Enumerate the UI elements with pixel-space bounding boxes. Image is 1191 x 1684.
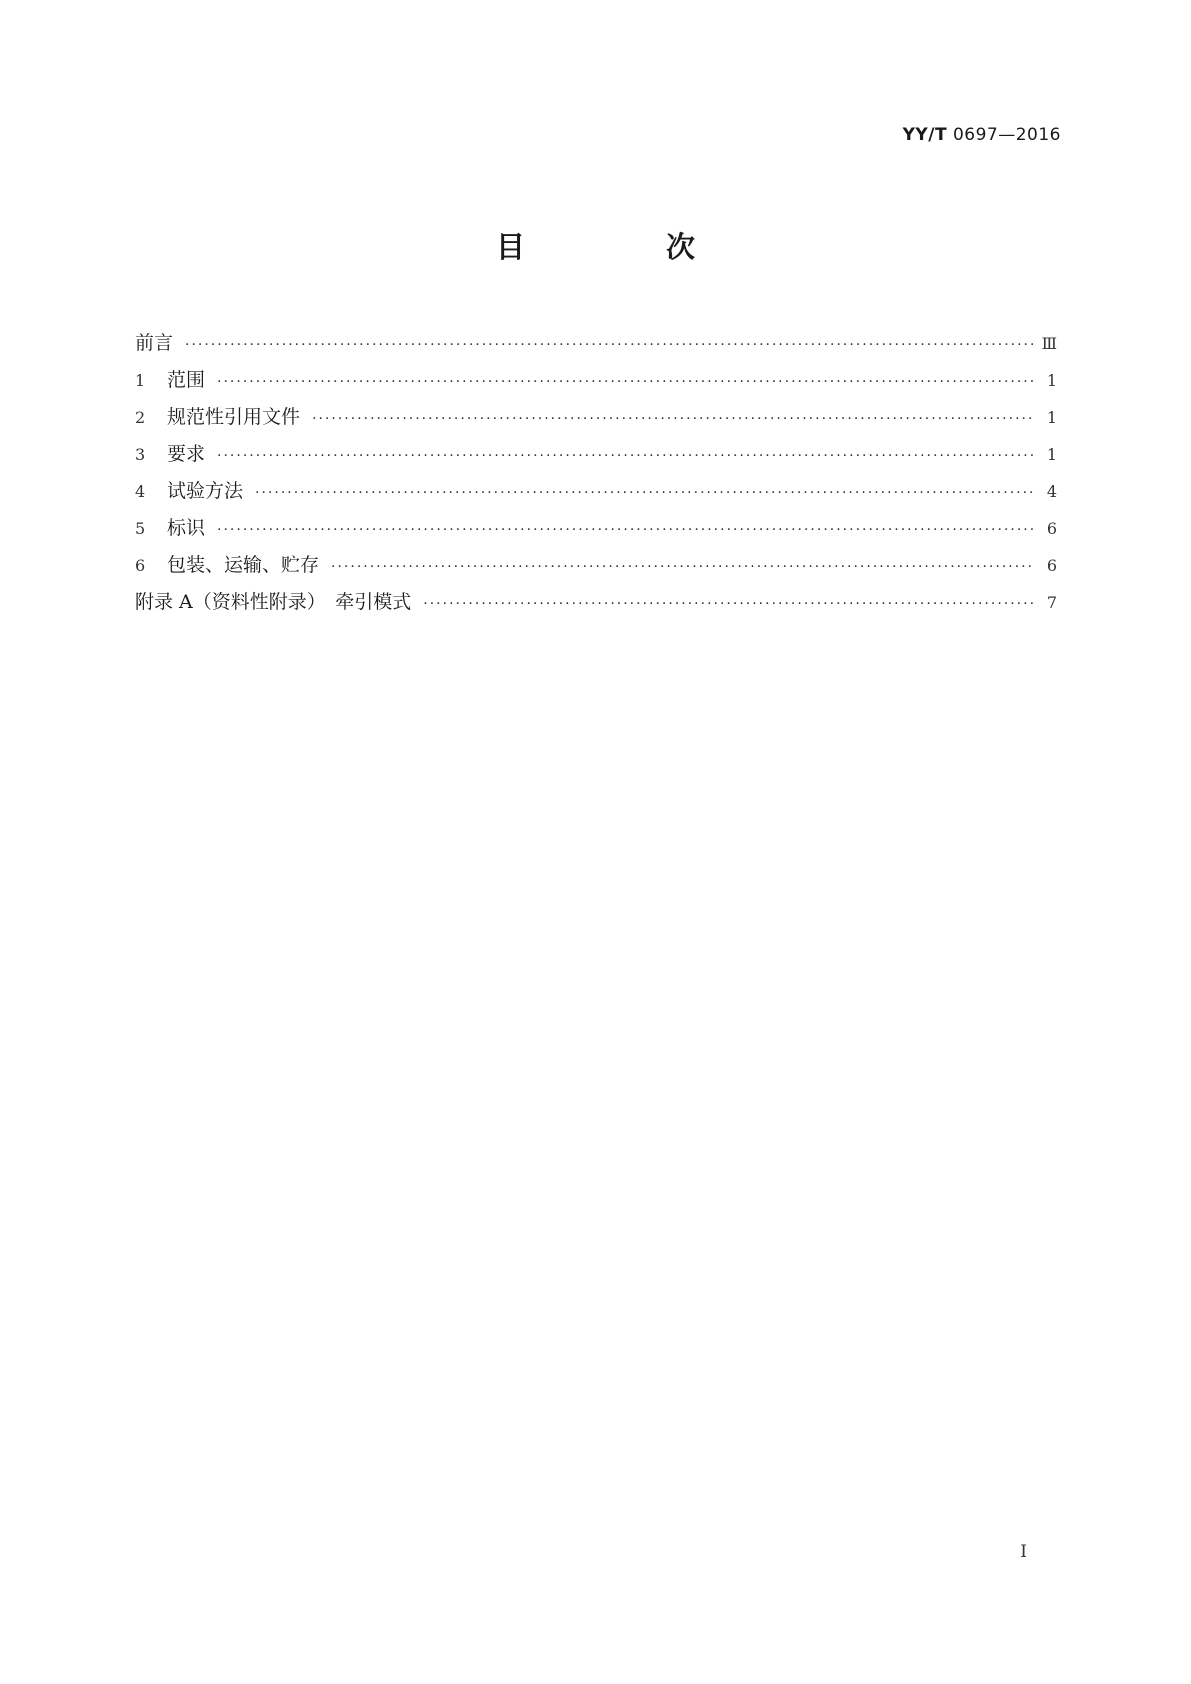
toc-entry-marking[interactable] [135,510,1057,547]
toc-entry-label: 试验方法 [167,480,244,502]
toc-entry-annex-a[interactable] [135,584,1057,621]
standard-code [903,125,1061,145]
toc-entry-number: 1 [135,371,146,390]
toc-leader-dots [423,586,1035,623]
standard-prefix: YY/T [902,125,948,145]
toc-entry-page: Ⅲ [1041,334,1057,353]
toc-entry-label: 附录 A（资料性附录） 牵引模式 [135,591,412,613]
standard-number: 0697—2016 [952,125,1061,145]
toc-leader-dots [217,438,1035,475]
page-title: 目 次 [495,230,751,264]
toc-leader-dots [312,401,1035,438]
toc-entry-scope[interactable] [135,362,1057,399]
toc-entry-number: 3 [135,445,146,464]
toc-entry-number: 4 [135,482,146,501]
page-number: I [1020,1542,1027,1562]
toc-entry-page: 1 [1046,408,1057,427]
toc-entry-label: 标识 [167,517,206,539]
toc-entry-number: 5 [135,519,146,538]
toc-entry-requirements[interactable] [135,436,1057,473]
toc-entry-page: 1 [1046,371,1057,390]
toc-leader-dots [331,549,1035,586]
toc-entry-label: 规范性引用文件 [167,406,301,428]
toc-entry-label: 前言 [135,332,174,354]
toc-entry-page: 1 [1046,445,1057,464]
toc-entry-page: 4 [1046,482,1057,501]
toc-entry-page: 6 [1046,519,1057,538]
toc-leader-dots [217,512,1035,549]
toc-entry-number: 6 [135,556,146,575]
toc-entry-packaging[interactable] [135,547,1057,584]
toc-entry-page: 7 [1046,593,1057,612]
toc-entry-page: 6 [1046,556,1057,575]
toc-entry-foreword[interactable] [135,325,1057,362]
toc-entry-number: 2 [135,408,146,427]
toc-leader-dots [217,364,1035,401]
toc-entry-label: 要求 [167,443,206,465]
toc-entry-label: 范围 [167,369,206,391]
table-of-contents [135,325,1057,621]
toc-entry-test-methods[interactable] [135,473,1057,510]
toc-entry-label: 包装、运输、贮存 [167,554,320,576]
toc-leader-dots [255,475,1035,512]
toc-leader-dots [185,327,1034,364]
toc-entry-normative-references[interactable] [135,399,1057,436]
